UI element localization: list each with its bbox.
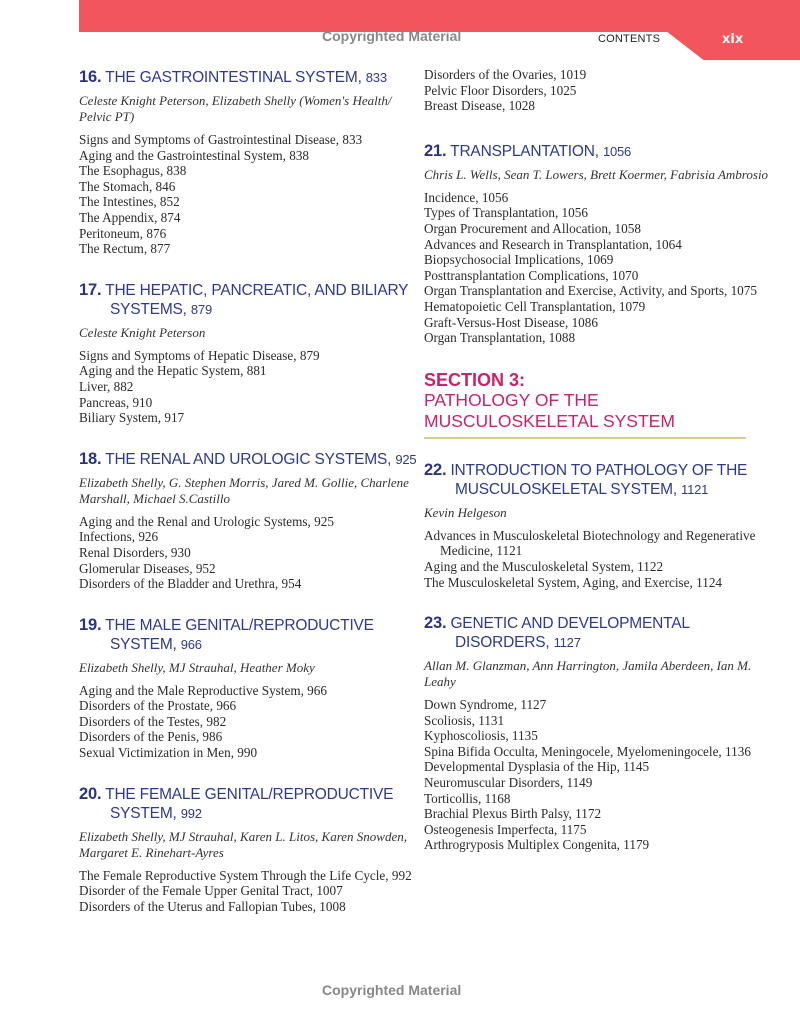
chapter-page: 1056 [602,143,632,159]
toc-entry[interactable]: The Appendix, 874 [79,209,181,225]
chapter-20 [79,785,424,915]
chapter-page: 833 [365,70,387,85]
entry-list [424,697,769,853]
toc-entry[interactable]: Disorders of the Ovaries, 1019 [424,67,587,82]
toc-entry[interactable]: Brachial Plexus Birth Palsy, 1172 [424,806,602,822]
toc-entry[interactable]: The Stomach, 846 [79,178,176,194]
toc-entry[interactable]: Disorders of the Uterus and Fallopian Tubes, 1008 [79,898,346,914]
chapter-authors: Elizabeth Shelly, MJ Strauhal, Karen L. Litos, Karen Snowden, Margaret E. Rinehart-Ayres [79,828,408,860]
chapter-name: GENETIC AND DEVELOPMENTAL DISORDERS, [450,615,690,652]
chapter-page: 1127 [553,635,581,651]
chapter-title[interactable] [79,68,424,87]
entry-list [79,132,424,257]
chapter-number: 21. [424,141,447,160]
chapter-authors: Celeste Knight Peterson [79,324,206,340]
chapter-19 [79,616,424,761]
toc-entry[interactable]: Advances and Research in Transplantation, 1064 [424,236,682,252]
copyright-watermark-top: Copyrighted Material [322,28,462,44]
chapter-number: 16. [79,68,102,86]
chapter-title[interactable] [424,461,769,499]
chapter-number: 17. [79,280,102,299]
toc-entry[interactable]: Disorders of the Testes, 982 [79,713,227,729]
toc-entry[interactable]: Aging and the Male Reproductive System, 966 [79,682,327,698]
toc-entry[interactable]: Infections, 926 [79,529,159,545]
toc-entry[interactable]: Glomerular Diseases, 952 [79,560,216,576]
toc-entry[interactable]: Disorders of the Bladder and Urethra, 954 [79,576,302,592]
section-label: SECTION 3: [424,369,526,390]
continued-entry-list [424,67,769,114]
chapter-title[interactable] [424,614,769,652]
toc-entry[interactable]: Aging and the Gastrointestinal System, 838 [79,147,310,163]
toc-entry[interactable]: Osteogenesis Imperfecta, 1175 [424,821,587,837]
chapter-title[interactable] [79,616,424,654]
toc-entry[interactable]: Advances in Musculoskeletal Biotechnology and Regenerative Medicine, 1121 [424,527,756,559]
chapter-authors: Celeste Knight Peterson, Elizabeth Shelly (Women's Health/ Pelvic PT) [79,93,392,124]
entry-list [424,190,769,346]
toc-entry[interactable]: Developmental Dysplasia of the Hip, 1145 [424,759,650,775]
toc-entry[interactable]: Peritoneum, 876 [79,225,167,241]
toc-entry[interactable]: The Esophagus, 838 [79,163,187,179]
toc-entry[interactable]: Organ Transplantation and Exercise, Activity, and Sports, 1075 [424,283,757,299]
chapter-page: 925 [395,451,417,467]
toc-entry[interactable]: Organ Procurement and Allocation, 1058 [424,220,641,236]
chapter-authors: Chris L. Wells, Sean T. Lowers, Brett Koermer, Fabrisia Ambrosio [424,166,769,182]
chapter-name: INTRODUCTION TO PATHOLOGY OF THE MUSCULOSKELETAL SYSTEM, [450,461,748,498]
toc-entry[interactable]: The Intestines, 852 [79,194,180,210]
chapter-name: THE GASTROINTESTINAL SYSTEM, [105,69,362,86]
toc-entry[interactable]: Torticollis, 1168 [424,790,511,806]
chapter-name: THE MALE GENITAL/REPRODUCTIVE SYSTEM, [105,616,374,653]
entry-list [79,514,424,592]
chapter-title[interactable] [424,142,769,161]
toc-entry[interactable]: Renal Disorders, 930 [79,544,191,560]
toc-entry[interactable]: Down Syndrome, 1127 [424,697,547,713]
toc-entry[interactable]: Pancreas, 910 [79,394,153,410]
toc-entry[interactable]: Spina Bifida Occulta, Meningocele, Myelomeningocele, 1136 [424,743,751,759]
chapter-authors: Allan M. Glanzman, Ann Harrington, Jamila Aberdeen, Ian M. Leahy [424,658,752,690]
section-3-heading [424,370,769,439]
toc-entry[interactable]: Posttransplantation Complications, 1070 [424,267,639,283]
toc-entry[interactable]: Sexual Victimization in Men, 990 [79,745,258,761]
chapter-name: THE RENAL AND UROLOGIC SYSTEMS, [105,450,392,468]
chapter-name: THE HEPATIC, PANCREATIC, AND BILIARY SYSTEMS, [105,281,409,318]
chapter-name: TRANSPLANTATION, [450,142,599,160]
toc-entry[interactable]: Organ Transplantation, 1088 [424,330,576,346]
chapter-name: THE FEMALE GENITAL/REPRODUCTIVE SYSTEM, [105,785,394,822]
chapter-22 [424,461,769,590]
toc-entry[interactable]: Liver, 882 [79,378,134,394]
toc-entry[interactable]: Disorders of the Penis, 986 [79,729,223,745]
entry-list [424,528,769,590]
page-number: xix [722,32,744,47]
left-column [79,68,424,938]
toc-entry[interactable]: Aging and the Hepatic System, 881 [79,363,267,379]
toc-entry[interactable]: Types of Transplantation, 1056 [424,205,588,221]
chapter-authors: Kevin Helgeson [424,504,507,520]
toc-entry[interactable]: Hematopoietic Cell Transplantation, 1079 [424,298,646,314]
toc-entry[interactable]: Signs and Symptoms of Hepatic Disease, 879 [79,347,320,363]
copyright-watermark-bottom: Copyrighted Material [322,982,462,998]
toc-entry[interactable]: Incidence, 1056 [424,189,509,205]
chapter-title[interactable] [79,281,424,319]
chapter-number: 19. [79,615,102,634]
chapter-authors: Elizabeth Shelly, MJ Strauhal, Heather Moky [79,659,315,675]
right-column [424,67,769,877]
chapter-21 [424,142,769,346]
chapter-page: 879 [190,301,212,317]
chapter-title[interactable] [79,450,424,469]
chapter-18 [79,450,424,592]
chapter-title[interactable] [79,785,424,823]
toc-entry[interactable]: Biliary System, 917 [79,410,185,426]
toc-entry[interactable]: Scoliosis, 1131 [424,712,505,728]
entry-list [79,683,424,761]
chapter-authors: Elizabeth Shelly, G. Stephen Morris, Jared M. Gollie, Charlene Marshall, Michael S.Castillo [79,474,409,506]
toc-entry[interactable]: Neuromuscular Disorders, 1149 [424,775,593,791]
toc-entry[interactable]: The Rectum, 877 [79,241,171,257]
chapter-number: 23. [424,614,447,633]
toc-entry[interactable]: Disorders of the Prostate, 966 [79,698,237,714]
entry-list [79,348,424,426]
toc-entry[interactable]: The Musculoskeletal System, Aging, and Exercise, 1124 [424,574,723,590]
toc-entry[interactable]: Pelvic Floor Disorders, 1025 [424,82,577,98]
chapter-page: 992 [180,805,202,821]
chapter-number: 22. [424,460,447,479]
chapter-17 [79,281,424,426]
toc-entry[interactable]: Arthrogryposis Multiplex Congenita, 1179 [424,837,650,853]
toc-entry[interactable]: The Female Reproductive System Through the Life Cycle, 992 [79,867,412,883]
chapter-page: 1121 [681,481,709,497]
chapter-page: 966 [180,636,202,652]
chapter-number: 18. [79,449,102,468]
chapter-number: 20. [79,784,102,803]
toc-entry[interactable]: Signs and Symptoms of Gastrointestinal Disease, 833 [79,132,363,147]
running-head: CONTENTS [598,33,661,45]
toc-entry[interactable]: Aging and the Renal and Urologic Systems, 925 [79,513,334,529]
section-divider [424,437,746,439]
chapter-23 [424,614,769,853]
entry-list [79,868,424,915]
toc-entry[interactable]: Breast Disease, 1028 [424,98,535,114]
toc-entry[interactable]: Kyphoscoliosis, 1135 [424,728,538,744]
toc-entry[interactable]: Disorder of the Female Upper Genital Tract, 1007 [79,883,343,899]
toc-entry[interactable]: Graft-Versus-Host Disease, 1086 [424,314,598,330]
chapter-16 [79,68,424,257]
toc-entry[interactable]: Biopsychosocial Implications, 1069 [424,252,614,268]
toc-entry[interactable]: Aging and the Musculoskeletal System, 1122 [424,558,664,574]
section-title[interactable]: PATHOLOGY OF THE MUSCULOSKELETAL SYSTEM [424,389,675,431]
